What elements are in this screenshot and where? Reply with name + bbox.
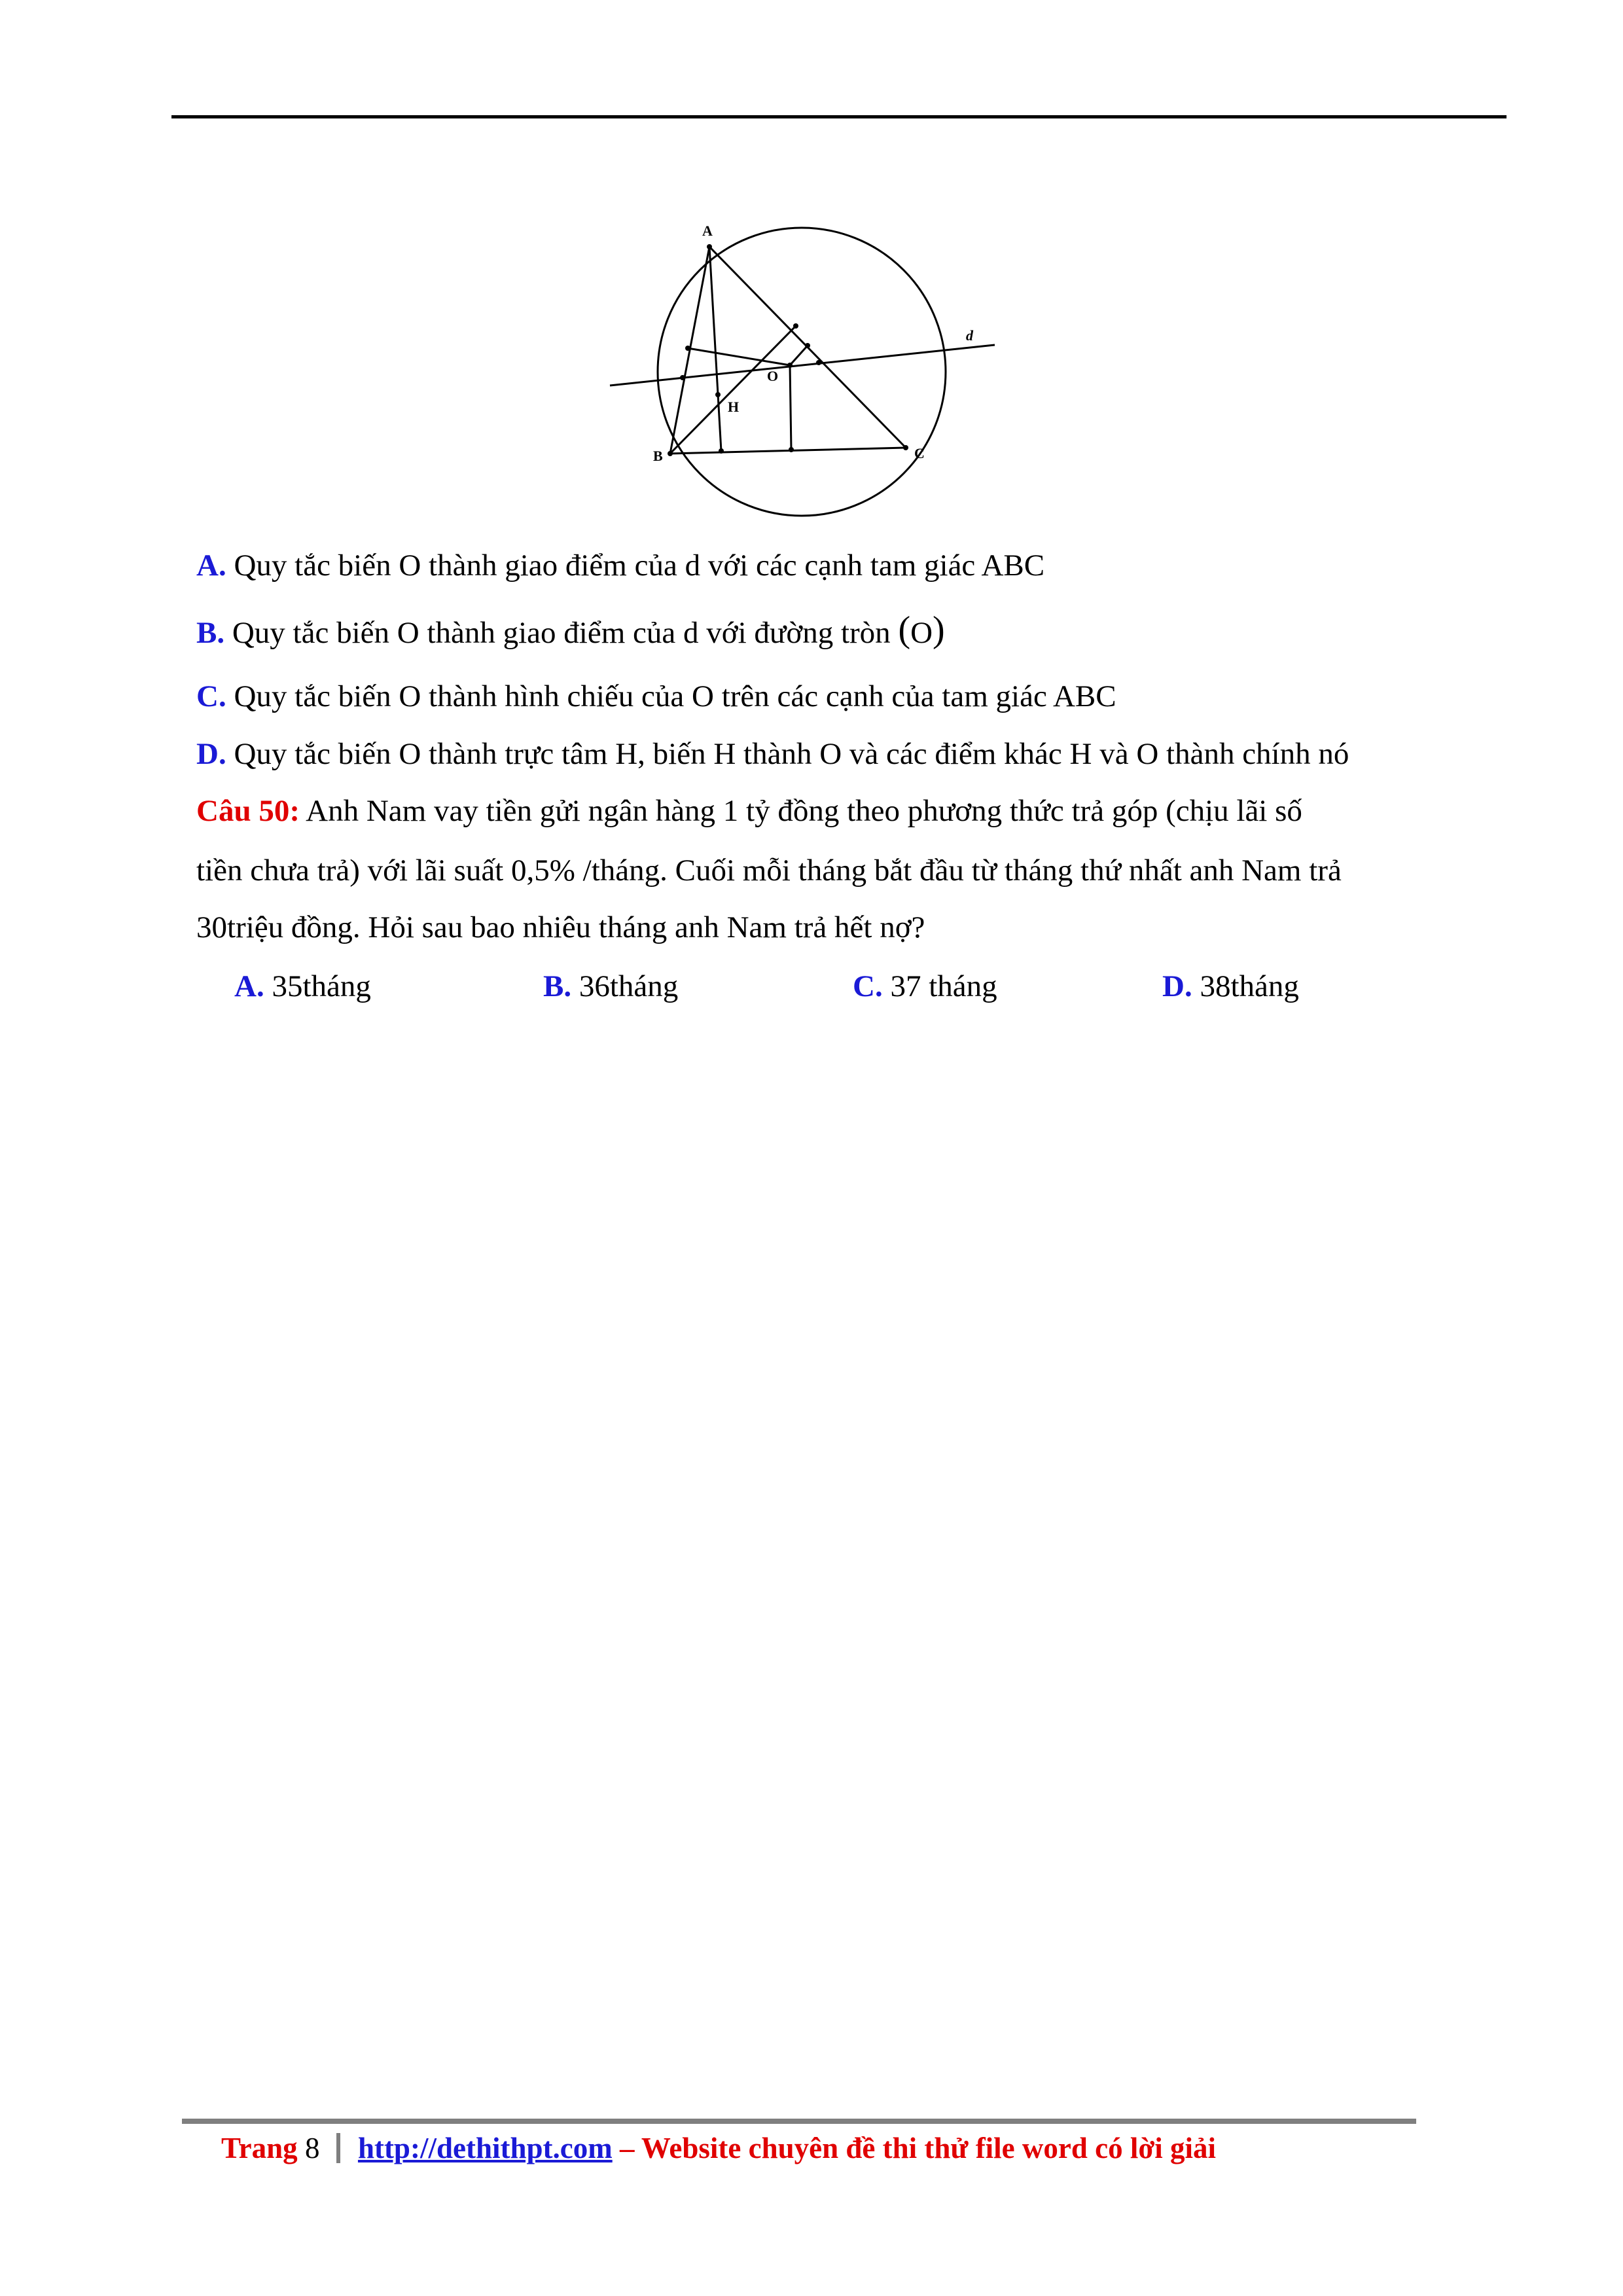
question-text: tiền chưa trả) với lãi suất [196, 853, 504, 888]
question-text: Anh Nam vay tiền gửi ngân hàng 1 tỷ đồng theo phương thức trả góp (chịu lãi số [306, 794, 1302, 828]
circle-o [658, 228, 946, 516]
option-letter: D. [196, 737, 226, 771]
label-c: C [914, 445, 925, 461]
option-letter: B. [196, 616, 225, 650]
label-d: d [966, 327, 973, 344]
page-number: 8 [304, 2132, 320, 2164]
answer-value: 38 [1200, 969, 1231, 1003]
answer-choices [0, 965, 1623, 1007]
option-b [196, 609, 945, 654]
page-footer [221, 2127, 1216, 2169]
answer-b[interactable] [543, 965, 678, 1007]
page-label: Trang [221, 2132, 298, 2164]
answer-letter: C. [853, 969, 883, 1003]
answer-letter: A. [234, 969, 264, 1003]
geometry-figure [602, 209, 1008, 524]
option-letter: C. [196, 679, 226, 713]
segment-to-ac [790, 346, 808, 365]
point-foot-a [719, 448, 724, 454]
circle-name: O [910, 616, 933, 650]
answer-unit: tháng [929, 969, 997, 1003]
label-a: A [702, 223, 713, 239]
option-text: Quy tắc biến O thành trực tâm H, biến H thành O và các điểm khác H và O thành chính nó [234, 737, 1349, 771]
answer-c[interactable] [853, 965, 997, 1007]
perpendicular-to-bc [790, 365, 791, 450]
side-bc [670, 448, 906, 454]
point-o [787, 363, 793, 368]
point-ac-foot [793, 323, 798, 329]
payment-amount: 30 [196, 910, 227, 944]
option-a [196, 545, 1044, 586]
point-a [707, 244, 712, 249]
point-d-ac [816, 360, 821, 365]
footer-rule [182, 2119, 1416, 2124]
altitude-from-a [709, 247, 721, 451]
header-rule [171, 115, 1507, 118]
answer-a[interactable] [234, 965, 371, 1007]
answer-value: 36 [579, 969, 610, 1003]
answer-value: 37 [890, 969, 921, 1003]
point-d-ab [680, 375, 685, 380]
question-50-line-1 [196, 790, 1302, 832]
option-text: Quy tắc biến O thành giao điểm của d với đường tròn [232, 616, 891, 650]
point-h [715, 392, 721, 397]
point-c [903, 445, 908, 450]
label-h: H [728, 399, 740, 415]
answer-d[interactable] [1162, 965, 1299, 1007]
question-text: /tháng. Cuối mỗi tháng bắt đầu từ tháng thứ nhất anh Nam trả [582, 853, 1342, 888]
point-b [668, 451, 673, 456]
option-c [196, 675, 1116, 717]
segment-to-ab [688, 348, 790, 365]
website-link[interactable]: http://dethithpt.com [357, 2132, 613, 2164]
point-proj-ab [685, 346, 690, 351]
altitude-from-b [670, 326, 796, 454]
footer-separator [336, 2133, 340, 2163]
option-letter: A. [196, 548, 226, 583]
question-text: triệu đồng. Hỏi sau bao nhiêu tháng anh Nam trả hết nợ? [227, 910, 925, 944]
question-50-line-3 [196, 906, 925, 948]
answer-unit: tháng [609, 969, 679, 1003]
answer-letter: D. [1162, 969, 1192, 1003]
answer-unit: tháng [302, 969, 371, 1003]
point-foot-o [789, 447, 794, 452]
circle-notation: (O) [898, 609, 945, 650]
answer-letter: B. [543, 969, 572, 1003]
option-d [196, 733, 1349, 775]
question-label: Câu 50: [196, 794, 300, 828]
question-50-line-2 [196, 850, 1342, 891]
label-o: O [767, 368, 779, 384]
option-text: Quy tắc biến O thành giao điểm của d với các cạnh tam giác ABC [234, 548, 1045, 583]
answer-unit: tháng [1230, 969, 1299, 1003]
footer-tagline: – Website chuyên đề thi thử file word có lời giải [612, 2132, 1217, 2164]
answer-value: 35 [272, 969, 303, 1003]
circumcircle-triangle-diagram [602, 209, 1008, 524]
interest-rate: 0,5% [511, 853, 575, 888]
point-proj-ac [805, 343, 810, 348]
option-text: Quy tắc biến O thành hình chiếu của O trên các cạnh của tam giác ABC [234, 679, 1116, 713]
label-b: B [653, 448, 663, 464]
